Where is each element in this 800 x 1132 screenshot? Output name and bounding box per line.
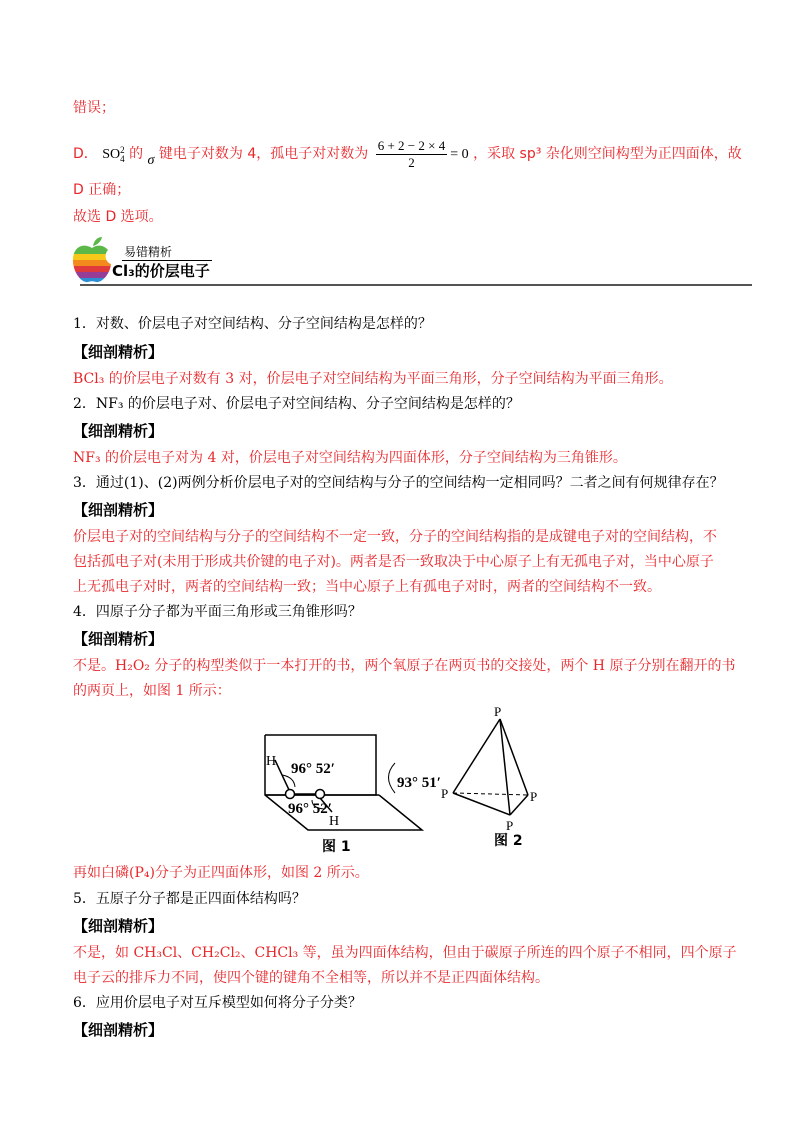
answer-3-line-2: 包括孤电子对(未用于形成共价键的电子对)。两者是否一致取决于中心原子上有无孤电子对，当中心原子 [73, 554, 714, 570]
answer-3-line-3: 上无孤电子对时，两者的空间结构一致；当中心原子上有孤电子对时，两者的空间结构不一致。 [73, 579, 661, 595]
question-4: 4．四原子分子都为平面三角形或三角锥形吗？ [73, 604, 362, 620]
answer-4-line-2: 的两页上，如图 1 所示： [73, 683, 231, 699]
fig2-atom-p-top: P [494, 705, 502, 719]
fig2-atom-p-left: P [441, 786, 449, 801]
option-d-text1: 键电子对数为 4，孤电子对对数为 [158, 146, 369, 162]
fig1-angle-bottom: 96° 52′ [288, 801, 332, 817]
question-5: 5．五原子分子都是正四面体结构吗？ [73, 891, 306, 907]
question-1: 1．对数、价层电子对空间结构、分子空间结构是怎样的？ [73, 316, 432, 332]
after-figure-text: 再如白磷(P₄)分子为正四面体形，如图 2 所示。 [73, 865, 369, 881]
fig2-atom-p-right: P [530, 789, 538, 804]
option-d-text2: ，采取 sp³ 杂化则空间构型为正四面体，故 [473, 146, 742, 162]
badge-small-text: 易错精析 [124, 245, 173, 259]
section-divider [80, 284, 752, 286]
fig2-caption: 图 2 [494, 833, 523, 849]
analysis-tag-6: 【细剖精析】 [73, 1021, 164, 1039]
fraction-result: = 0 [450, 147, 469, 162]
option-d-of: 的 [129, 146, 144, 162]
analysis-tag-2: 【细剖精析】 [73, 422, 164, 440]
fig1-angle-top: 96° 52′ [291, 761, 335, 777]
option-d-line [73, 134, 742, 174]
answer-5-line-2: 电子云的排斥力不同，使四个键的键角不全相等，所以并不是正四面体结构。 [73, 970, 549, 986]
answer-2-line-1: NF₃ 的价层电子对为 4 对，价层电子对空间结构为四面体形，分子空间结构为三角锥形。 [73, 450, 627, 466]
fig1-atom-h-bottom: H [329, 814, 340, 829]
question-3: 3．通过(1)、(2)两例分析价层电子对的空间结构与分子的空间结构一定相同吗？二者之间有何规律存在？ [73, 475, 724, 491]
line-choose: 故选 D 选项。 [73, 209, 163, 225]
option-d-label: D． [73, 146, 98, 162]
lone-pair-fraction: $\frac{6 + 2 - 2 \times 4}{2}$ [377, 137, 446, 170]
fig1-atom-h-top: H [266, 754, 277, 769]
analysis-tag-4: 【细剖精析】 [73, 630, 164, 648]
question-2: 2．NF₃ 的价层电子对、价层电子对空间结构、分子空间结构是怎样的？ [73, 396, 520, 412]
answer-1-line-1: BCl₃ 的价层电子对数有 3 对，价层电子对空间结构为平面三角形，分子空间结构为平面三角形。 [73, 371, 673, 387]
answer-5-line-1: 不是，如 CH₃Cl、CH₂Cl₂、CHCl₃ 等，虽为四面体结构，但由于碳原子所连的四个原子不相同，四个原子 [73, 945, 737, 961]
question-6: 6．应用价层电子对互斥模型如何将分子分类？ [73, 995, 362, 1011]
figure-2-p4 [453, 719, 528, 815]
sigma-symbol: σ [147, 153, 155, 168]
line-d-correct: D 正确； [73, 182, 131, 198]
apple-logo-icon [72, 236, 112, 284]
answer-3-line-1: 价层电子对的空间结构与分子的空间结构不一定一致，分子的空间结构指的是成键电子对的空间结构，不 [73, 529, 717, 545]
badge-rule [122, 260, 212, 261]
fig1-caption: 图 1 [322, 839, 351, 855]
line-error: 错误； [73, 100, 115, 116]
molecule-figures [260, 705, 570, 855]
analysis-tag-1: 【细剖精析】 [73, 343, 164, 361]
section-title: Cl₃的价层电子 [112, 262, 210, 280]
ion-formula: SO 2 4 [102, 144, 125, 164]
answer-4-line-1: 不是。H₂O₂ 分子的构型类似于一本打开的书，两个氧原子在两页书的交接处，两个 H 原子分别在翻开的书 [73, 658, 736, 674]
section-header [72, 236, 752, 288]
fig2-atom-p-bottom: P [506, 818, 514, 833]
analysis-tag-5: 【细剖精析】 [73, 917, 164, 935]
analysis-tag-3: 【细剖精析】 [73, 501, 164, 519]
fig1-dihedral-angle: 93° 51′ [397, 775, 441, 791]
